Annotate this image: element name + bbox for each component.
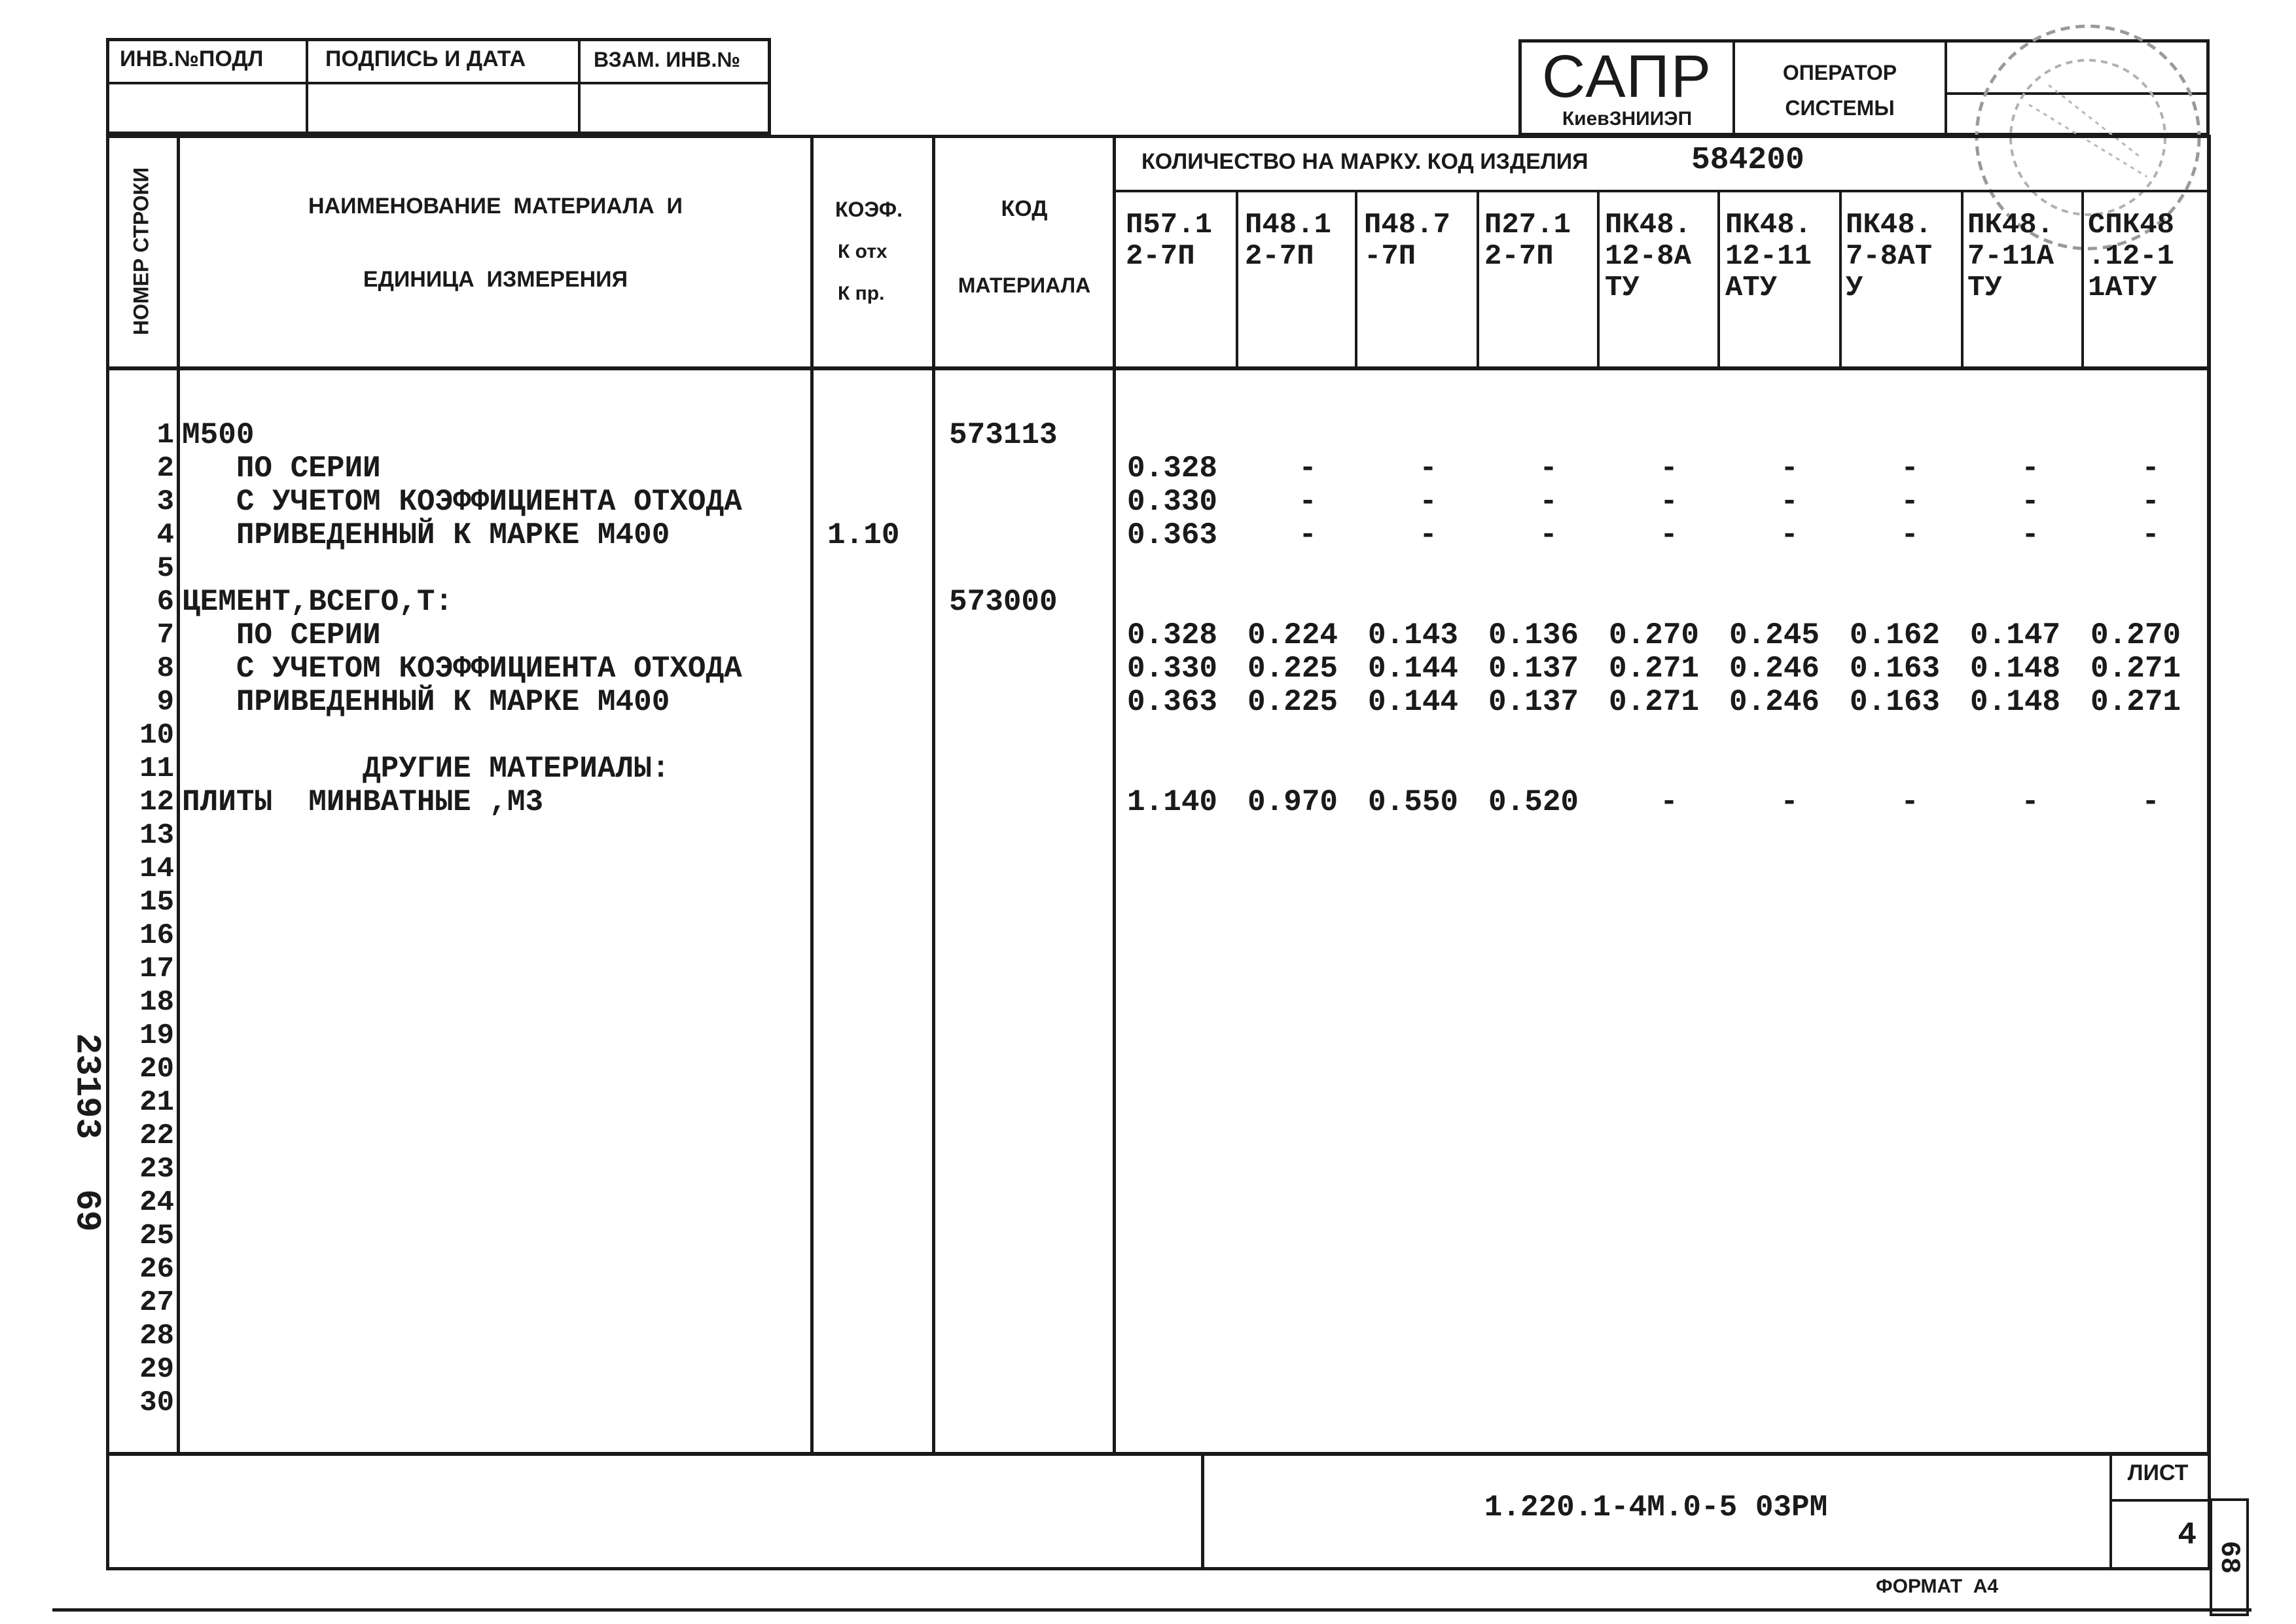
margin-note-line2: 69 xyxy=(66,1189,107,1232)
quantity-value: 0.328 xyxy=(1127,451,1218,485)
product-code: 584200 xyxy=(1691,143,1804,178)
row-number: 18 xyxy=(139,986,174,1019)
coefficient-value: 1.10 xyxy=(827,518,900,552)
row-number: 15 xyxy=(139,886,174,919)
empty-value: - xyxy=(1660,785,1678,819)
quantity-value: 0.550 xyxy=(1368,785,1459,819)
row-number: 8 xyxy=(156,652,174,685)
row-number: 16 xyxy=(139,919,174,952)
row-number: 21 xyxy=(139,1086,174,1119)
quantity-value: 0.144 xyxy=(1368,652,1459,686)
empty-value: - xyxy=(2021,518,2039,552)
quantity-value: 0.148 xyxy=(1970,685,2061,719)
quantity-value: 0.271 xyxy=(1609,685,1700,719)
coef-header-line1: КОЭФ. xyxy=(835,198,903,221)
row-number: 5 xyxy=(156,552,174,585)
row-number: 14 xyxy=(139,853,174,885)
material-name: ПО СЕРИИ xyxy=(182,618,381,652)
quantity-value: 0.271 xyxy=(2090,685,2181,719)
quantity-value: 0.271 xyxy=(1609,652,1700,686)
row-number: 30 xyxy=(139,1386,174,1419)
empty-value: - xyxy=(1901,485,1919,519)
row-number: 12 xyxy=(139,786,174,819)
quantity-value: 0.970 xyxy=(1247,785,1338,819)
quantity-value: 0.271 xyxy=(2090,652,2181,686)
coef-header-line2: К отх xyxy=(838,241,888,262)
row-number-header: НОМЕР СТРОКИ xyxy=(129,167,153,336)
quantity-value: 0.148 xyxy=(1970,652,2061,686)
material-name: ПРИВЕДЕННЫЙ К МАРКЕ М400 xyxy=(182,685,670,719)
quantity-value: 1.140 xyxy=(1127,785,1218,819)
quantity-value: 0.162 xyxy=(1850,618,1941,652)
quantity-value: 0.363 xyxy=(1127,685,1218,719)
quantity-value: 0.330 xyxy=(1127,485,1218,519)
quantity-value: 0.330 xyxy=(1127,652,1218,686)
material-name: С УЧЕТОМ КОЭФФИЦИЕНТА ОТХОДА xyxy=(182,485,742,519)
quantity-value: 0.520 xyxy=(1488,785,1579,819)
empty-value: - xyxy=(2142,451,2160,485)
empty-value: - xyxy=(1780,785,1799,819)
empty-value: - xyxy=(1901,451,1919,485)
empty-value: - xyxy=(2142,518,2160,552)
row-number: 22 xyxy=(139,1120,174,1152)
row-number: 23 xyxy=(139,1153,174,1186)
column-header: П57.1 2-7П xyxy=(1126,209,1213,273)
quantity-value: 0.137 xyxy=(1488,652,1579,686)
quantity-value: 0.363 xyxy=(1127,518,1218,552)
empty-value: - xyxy=(2142,785,2160,819)
code-header-line2: МАТЕРИАЛА xyxy=(958,274,1091,297)
sapr-title: САПР xyxy=(1541,43,1713,110)
empty-value: - xyxy=(1419,451,1437,485)
row-number: 24 xyxy=(139,1186,174,1219)
quantity-value: 0.270 xyxy=(1609,618,1700,652)
quantity-value: 0.225 xyxy=(1247,652,1338,686)
vzam-inv-label: ВЗАМ. ИНВ.№ xyxy=(594,48,741,71)
column-header: П27.1 2-7П xyxy=(1484,209,1571,273)
operator-label-line1: ОПЕРАТОР xyxy=(1782,61,1897,84)
format-label: ФОРМАТ А4 xyxy=(1876,1576,1999,1597)
quantity-value: 0.246 xyxy=(1729,685,1820,719)
empty-value: - xyxy=(1660,518,1678,552)
quantity-value: 0.144 xyxy=(1368,685,1459,719)
quantity-value: 0.137 xyxy=(1488,685,1579,719)
empty-value: - xyxy=(1419,485,1437,519)
row-number: 27 xyxy=(139,1286,174,1319)
column-header: ПК48. 12-8А ТУ xyxy=(1605,209,1692,304)
material-name: М500 xyxy=(182,418,255,452)
quantity-value: 0.224 xyxy=(1247,618,1338,652)
sheet-number: 4 xyxy=(2178,1518,2197,1553)
quantity-value: 0.163 xyxy=(1850,685,1941,719)
row-number: 17 xyxy=(139,953,174,985)
empty-value: - xyxy=(2021,785,2039,819)
quantity-value: 0.136 xyxy=(1488,618,1579,652)
row-number: 26 xyxy=(139,1253,174,1286)
empty-value: - xyxy=(1780,485,1799,519)
material-name: С УЧЕТОМ КОЭФФИЦИЕНТА ОТХОДА xyxy=(182,652,742,686)
material-code: 573113 xyxy=(949,418,1058,452)
empty-value: - xyxy=(2021,485,2039,519)
material-name-header-line2: ЕДИНИЦА ИЗМЕРЕНИЯ xyxy=(363,267,628,292)
empty-value: - xyxy=(2142,485,2160,519)
column-header: СПК48 .12-1 1АТУ xyxy=(2088,209,2175,304)
column-header: П48.1 2-7П xyxy=(1245,209,1332,273)
empty-value: - xyxy=(1780,518,1799,552)
quantity-value: 0.163 xyxy=(1850,652,1941,686)
column-header: ПК48. 7-8АТ У xyxy=(1846,209,1933,304)
material-name: ПО СЕРИИ xyxy=(182,451,381,485)
inv-podl-label: ИНВ.№ПОДЛ xyxy=(120,46,264,71)
document-code: 1.220.1-4М.0-5 03РМ xyxy=(1484,1491,1828,1525)
empty-value: - xyxy=(1780,451,1799,485)
signature-date-label: ПОДПИСЬ И ДАТА xyxy=(325,46,526,71)
row-number: 1 xyxy=(156,419,174,451)
row-number: 29 xyxy=(139,1353,174,1386)
row-number: 4 xyxy=(156,519,174,552)
material-name: ДРУГИЕ МАТЕРИАЛЫ: xyxy=(182,752,670,786)
material-code: 573000 xyxy=(949,585,1058,619)
row-number: 19 xyxy=(139,1019,174,1052)
row-number: 25 xyxy=(139,1220,174,1252)
row-number: 3 xyxy=(156,485,174,518)
quantity-header: КОЛИЧЕСТВО НА МАРКУ. КОД ИЗДЕЛИЯ xyxy=(1141,149,1588,174)
quantity-value: 0.147 xyxy=(1970,618,2061,652)
row-number: 10 xyxy=(139,719,174,752)
quantity-value: 0.225 xyxy=(1247,685,1338,719)
coef-header-line3: К пр. xyxy=(838,283,885,304)
column-header: ПК48. 7-11А ТУ xyxy=(1967,209,2054,304)
empty-value: - xyxy=(2021,451,2039,485)
row-number: 28 xyxy=(139,1320,174,1352)
empty-value: - xyxy=(1299,518,1317,552)
quantity-value: 0.270 xyxy=(2090,618,2181,652)
row-number: 6 xyxy=(156,586,174,618)
quantity-value: 0.328 xyxy=(1127,618,1218,652)
row-number: 13 xyxy=(139,819,174,852)
quantity-value: 0.246 xyxy=(1729,652,1820,686)
material-name: ЦЕМЕНТ,ВСЕГО,Т: xyxy=(182,585,454,619)
side-page-number: 68 xyxy=(2214,1540,2245,1574)
material-name: ПЛИТЫ МИНВАТНЫЕ ,М3 xyxy=(182,785,544,819)
row-number: 11 xyxy=(139,752,174,785)
quantity-value: 0.143 xyxy=(1368,618,1459,652)
empty-value: - xyxy=(1299,451,1317,485)
column-header: ПК48. 12-11 АТУ xyxy=(1725,209,1812,304)
top-left-stamp xyxy=(106,38,771,135)
empty-value: - xyxy=(1539,485,1558,519)
empty-value: - xyxy=(1660,451,1678,485)
column-header: П48.7 -7П xyxy=(1364,209,1451,273)
empty-value: - xyxy=(1901,518,1919,552)
empty-value: - xyxy=(1539,451,1558,485)
row-number: 9 xyxy=(156,686,174,718)
row-number: 2 xyxy=(156,452,174,485)
empty-value: - xyxy=(1660,485,1678,519)
material-name: ПРИВЕДЕННЫЙ К МАРКЕ М400 xyxy=(182,518,670,552)
quantity-value: 0.245 xyxy=(1729,618,1820,652)
empty-value: - xyxy=(1299,485,1317,519)
org-name: КиевЗНИИЭП xyxy=(1562,108,1693,130)
material-name-header-line1: НАИМЕНОВАНИЕ МАТЕРИАЛА И xyxy=(308,194,683,219)
empty-value: - xyxy=(1419,518,1437,552)
empty-value: - xyxy=(1539,518,1558,552)
operator-label-line2: СИСТЕМЫ xyxy=(1785,96,1895,120)
margin-note-line1: 23193 xyxy=(66,1033,107,1140)
row-number: 20 xyxy=(139,1053,174,1086)
code-header-line1: КОД xyxy=(1001,196,1048,221)
row-number: 7 xyxy=(156,619,174,652)
empty-value: - xyxy=(1901,785,1919,819)
sheet-label: ЛИСТ xyxy=(2127,1460,2189,1485)
